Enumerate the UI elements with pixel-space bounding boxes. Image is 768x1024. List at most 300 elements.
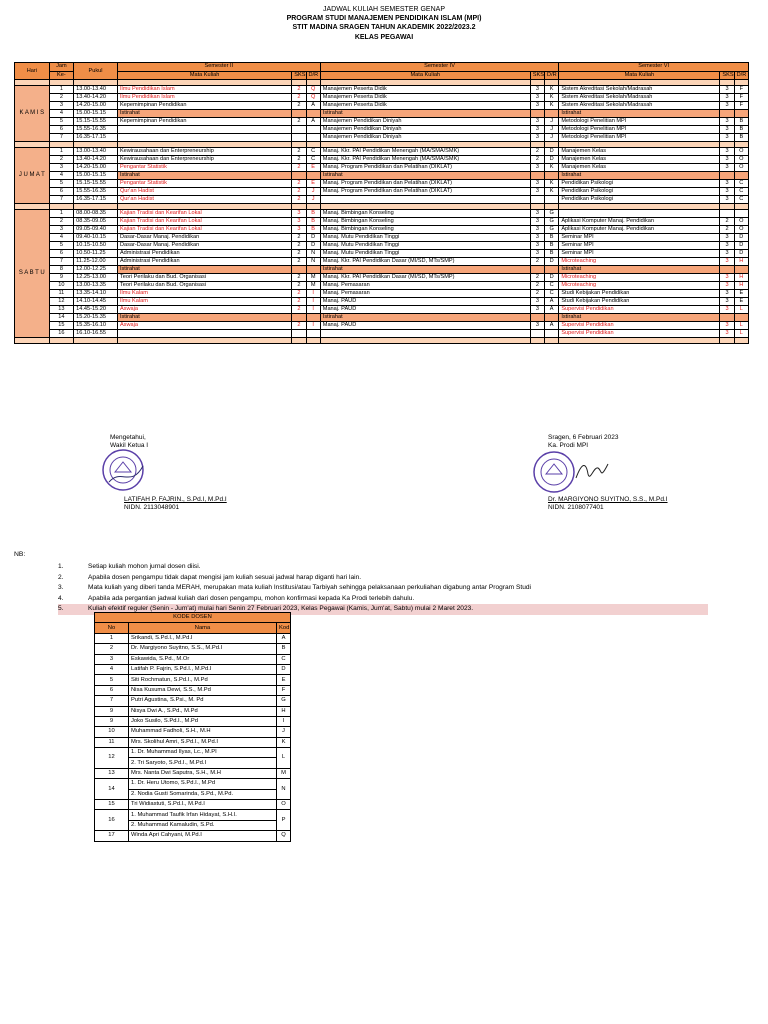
course-name: Aswaja [117, 306, 291, 314]
course-sks: 2 [530, 156, 544, 164]
course-sks: 2 [530, 282, 544, 290]
course-lecturer-code: K [545, 102, 559, 110]
session-time: 15.15-15.55 [74, 118, 118, 126]
schedule-row [15, 110, 749, 118]
session-time: 13.00-13.35 [74, 282, 118, 290]
course-sks: 2 [292, 196, 306, 204]
signature-left-line2: Wakil Ketua I [110, 442, 149, 449]
break-cell [720, 110, 734, 118]
course-name: Manaj. Pemasaran [320, 282, 530, 290]
schedule-row [15, 290, 749, 298]
break-cell [720, 314, 734, 322]
session-number: 5 [49, 118, 73, 126]
course-lecturer-code: D [545, 148, 559, 156]
course-sks: 2 [292, 290, 306, 298]
course-lecturer-code: O [734, 164, 748, 172]
lecturer-name: Joko Susilo, S.Pd.I., M.Pd [129, 716, 277, 726]
session-number: 6 [49, 250, 73, 258]
lecturer-name: Mrs. Skolihul Amri, S.Pd.I., M.Pd.I [129, 737, 277, 747]
session-time: 15.15-15.55 [74, 180, 118, 188]
lecturer-no: 14 [95, 779, 129, 800]
course-sks: 3 [720, 94, 734, 102]
session-number: 10 [49, 282, 73, 290]
break-cell [734, 110, 748, 118]
lecturer-row [95, 831, 291, 841]
course-sks: 2 [292, 86, 306, 94]
course-name: Pendidikan Psikologi [559, 196, 720, 204]
schedule-row [15, 330, 749, 338]
course-lecturer-code [306, 330, 320, 338]
separator-cell [49, 338, 73, 344]
session-time: 16.35-17.15 [74, 196, 118, 204]
course-sks: 3 [720, 164, 734, 172]
break-label: Istirahat [559, 172, 720, 180]
course-name: Administrasi Pendidikan [117, 250, 291, 258]
course-sks: 3 [530, 180, 544, 188]
course-sks: 3 [530, 102, 544, 110]
lecturer-no: 17 [95, 831, 129, 841]
course-lecturer-code: B [545, 242, 559, 250]
schedule-row [15, 218, 749, 226]
course-lecturer-code: L [734, 306, 748, 314]
session-number: 14 [49, 314, 73, 322]
session-time: 13.00-13.40 [74, 148, 118, 156]
course-sks: 2 [292, 250, 306, 258]
course-lecturer-code: D [306, 234, 320, 242]
lecturer-name: 1. Muhammad Taufik Irfan Hidayat, S.H.I. [129, 810, 277, 820]
course-sks: 3 [720, 242, 734, 250]
note-number: 3. [58, 584, 64, 591]
course-name: Manaj. Program Pendidikan dan Pelatihan (DIKLAT) [320, 180, 530, 188]
session-time: 15.20-15.35 [74, 314, 118, 322]
schedule-row [15, 210, 749, 218]
course-sks: 3 [720, 156, 734, 164]
session-time: 15.00-15.15 [74, 110, 118, 118]
course-lecturer-code: O [734, 148, 748, 156]
header-mata-kuliah: Mata Kuliah [320, 71, 530, 80]
course-sks: 3 [530, 226, 544, 234]
course-name: Kepemimpinan Pendidikan [117, 118, 291, 126]
break-cell [545, 172, 559, 180]
course-name: Metodologi Penelitian MPI [559, 126, 720, 134]
note-text: Mata kuliah yang diberi tanda MERAH, merupakan mata kuliah Institusi/atau Tarbiyah sehingga pelaksanaan perkuliahan digabung antar Program Studi [88, 584, 532, 591]
lecturer-code-title: KODE DOSEN [95, 613, 291, 623]
session-number: 12 [49, 298, 73, 306]
lecturer-code: G [277, 696, 291, 706]
course-sks: 2 [292, 164, 306, 172]
course-lecturer-code: E [734, 298, 748, 306]
course-lecturer-code: F [734, 102, 748, 110]
session-number: 1 [49, 86, 73, 94]
document-header [0, 5, 768, 42]
session-time: 09.40-10.15 [74, 234, 118, 242]
course-sks: 3 [720, 148, 734, 156]
course-sks: 3 [530, 126, 544, 134]
session-time: 14.20-15.00 [74, 164, 118, 172]
note-number: 5. [58, 605, 64, 612]
course-name: Manaj. Kkr. PAI Pendidikan Menengah (MA/SMA/SMK) [320, 156, 530, 164]
course-name: Manajemen Kelas [559, 148, 720, 156]
course-sks: 2 [530, 274, 544, 282]
lecturer-row [95, 675, 291, 685]
course-sks: 3 [720, 282, 734, 290]
break-cell [306, 314, 320, 322]
course-sks: 2 [530, 290, 544, 298]
course-sks: 3 [720, 234, 734, 242]
course-sks: 3 [720, 258, 734, 266]
session-number: 7 [49, 258, 73, 266]
course-sks: 3 [720, 134, 734, 142]
course-sks: 2 [292, 234, 306, 242]
lecturer-name: Putri Agustina, S.Psi., M. Pd [129, 696, 277, 706]
lecturer-no: 10 [95, 727, 129, 737]
course-lecturer-code: C [306, 148, 320, 156]
session-number: 4 [49, 110, 73, 118]
course-name: Manaj. Bimbingan Konseling [320, 226, 530, 234]
course-sks: 3 [720, 86, 734, 94]
course-lecturer-code: B [545, 250, 559, 258]
session-time: 10.50-11.25 [74, 250, 118, 258]
schedule-row [15, 118, 749, 126]
header-dr: D/R [734, 71, 748, 80]
session-number: 11 [49, 290, 73, 298]
break-label: Istirahat [117, 266, 291, 274]
course-name: Sistem Akreditasi Sekolah/Madrasah [559, 86, 720, 94]
note-item [58, 583, 708, 594]
signature-right-nidn: NIDN. 2108077401 [548, 504, 604, 511]
course-sks: 3 [720, 180, 734, 188]
course-name: Aswaja [117, 322, 291, 330]
course-lecturer-code: C [734, 188, 748, 196]
course-sks: 3 [530, 210, 544, 218]
lecturer-name: 2. Muhammad Kamaludin, S.Pd. [129, 820, 277, 830]
course-name [117, 126, 291, 134]
course-lecturer-code: D [545, 274, 559, 282]
course-lecturer-code: G [545, 210, 559, 218]
course-name: Pengantar Statistik [117, 164, 291, 172]
course-lecturer-code: B [306, 226, 320, 234]
lecturer-code-header-name: Nama [129, 623, 277, 633]
separator-cell [15, 338, 50, 344]
course-name: Manaj. Program Pendidikan dan Pelatihan (DIKLAT) [320, 164, 530, 172]
session-time: 15.55-16.35 [74, 188, 118, 196]
lecturer-row [95, 810, 291, 820]
lecturer-row [95, 706, 291, 716]
course-name: Microteaching [559, 274, 720, 282]
session-time: 16.10-16.55 [74, 330, 118, 338]
course-name: Pendidikan Psikologi [559, 188, 720, 196]
course-lecturer-code: K [545, 180, 559, 188]
course-name: Manaj. Kkr. PAI Pendidikan Dasar (MI/SD, MTs/SMP) [320, 274, 530, 282]
course-lecturer-code: D [734, 242, 748, 250]
course-sks: 2 [292, 242, 306, 250]
session-time: 14.10-14.45 [74, 298, 118, 306]
course-sks: 2 [292, 118, 306, 126]
course-lecturer-code: O [734, 156, 748, 164]
schedule-row [15, 148, 749, 156]
schedule-body [15, 80, 749, 344]
course-sks: 3 [720, 306, 734, 314]
header-class-type: KELAS PEGAWAI [354, 33, 414, 41]
course-sks: 2 [292, 94, 306, 102]
course-sks: 2 [292, 180, 306, 188]
course-lecturer-code: M [306, 282, 320, 290]
course-lecturer-code: H [734, 258, 748, 266]
session-number: 3 [49, 164, 73, 172]
lecturer-code-header-code: Kod [277, 623, 291, 633]
lecturer-name: 2. Nodia Gusti Somarinda, S.Pd., M.Pd. [129, 789, 277, 799]
day-label: J U M A T [15, 148, 50, 204]
note-item [58, 562, 708, 573]
session-number: 5 [49, 242, 73, 250]
signature-right-title: Ka. Prodi MPI [548, 442, 589, 449]
schedule-row [15, 282, 749, 290]
break-cell [530, 110, 544, 118]
course-sks: 2 [720, 226, 734, 234]
course-name: Manaj. PAUD [320, 306, 530, 314]
course-name: Manajemen Kelas [559, 164, 720, 172]
session-time: 12.25-13.00 [74, 274, 118, 282]
course-name [117, 134, 291, 142]
course-sks: 3 [720, 290, 734, 298]
session-time: 16.35-17.15 [74, 134, 118, 142]
course-lecturer-code: Q [306, 94, 320, 102]
course-lecturer-code: J [306, 188, 320, 196]
break-cell [720, 172, 734, 180]
course-lecturer-code: J [545, 126, 559, 134]
course-lecturer-code: I [306, 322, 320, 330]
course-name: Administrasi Pendidikan [117, 258, 291, 266]
course-name: Manaj. Mutu Pendidikan Tinggi [320, 234, 530, 242]
lecturer-row [95, 779, 291, 789]
lecturer-code: B [277, 644, 291, 654]
session-time: 13.40-14.20 [74, 94, 118, 102]
course-name [320, 196, 530, 204]
course-name: Manaj. Mutu Pendidikan Tinggi [320, 250, 530, 258]
course-lecturer-code: G [545, 218, 559, 226]
course-sks [292, 126, 306, 134]
course-sks: 3 [720, 118, 734, 126]
course-sks [292, 134, 306, 142]
lecturer-name: 2. Tri Saryoto, S.Pd.I., M.Pd.I [129, 758, 277, 768]
course-name: Manaj. PAUD [320, 322, 530, 330]
course-lecturer-code: B [734, 134, 748, 142]
lecturer-no: 1 [95, 633, 129, 643]
institution-stamp-seal [101, 448, 145, 492]
signature-left-nidn: NIDN. 2113048901 [124, 504, 180, 511]
course-lecturer-code: K [545, 86, 559, 94]
break-label: Istirahat [117, 110, 291, 118]
break-cell [734, 266, 748, 274]
session-time: 14.20-15.00 [74, 102, 118, 110]
course-name: Sistem Akreditasi Sekolah/Madrasah [559, 94, 720, 102]
lecturer-name: Muhammad Fadholi, S.H., M.H [129, 727, 277, 737]
course-sks: 2 [292, 298, 306, 306]
schedule-row [15, 180, 749, 188]
break-cell [734, 314, 748, 322]
course-name: Manaj. Pemasaran [320, 290, 530, 298]
schedule-row [15, 188, 749, 196]
course-sks: 3 [720, 322, 734, 330]
course-sks: 2 [292, 282, 306, 290]
session-time: 15.35-16.10 [74, 322, 118, 330]
course-name: Ilmu Pendidikan Islam [117, 86, 291, 94]
header-semester-4: Semester IV [320, 63, 559, 72]
course-name: Manajemen Peserta Didik [320, 86, 530, 94]
lecturer-code: P [277, 810, 291, 831]
lecturer-code: H [277, 706, 291, 716]
break-cell [734, 172, 748, 180]
session-number: 16 [49, 330, 73, 338]
course-lecturer-code: L [734, 330, 748, 338]
break-cell [545, 314, 559, 322]
course-lecturer-code: N [306, 250, 320, 258]
course-lecturer-code: I [306, 298, 320, 306]
break-cell [545, 110, 559, 118]
course-sks: 3 [720, 298, 734, 306]
course-sks [530, 196, 544, 204]
course-name: Pendidikan Psikologi [559, 180, 720, 188]
schedule-row [15, 86, 749, 94]
course-name: Manaj. PAUD [320, 298, 530, 306]
schedule-row [15, 258, 749, 266]
lecturer-no: 4 [95, 664, 129, 674]
schedule-row [15, 322, 749, 330]
course-sks: 3 [530, 86, 544, 94]
signature-right-name: Dr. MARGIYONO SUYITNO, S.S., M.Pd.I [548, 496, 668, 503]
course-lecturer-code: H [734, 274, 748, 282]
course-sks: 3 [530, 118, 544, 126]
course-name: Manaj. Bimbingan Konseling [320, 218, 530, 226]
course-sks: 3 [530, 218, 544, 226]
lecturer-name: Mrs. Nanta Dwi Saputra, S.H., M.H [129, 768, 277, 778]
course-lecturer-code: D [545, 156, 559, 164]
course-lecturer-code: A [306, 102, 320, 110]
break-cell [545, 266, 559, 274]
course-lecturer-code: Q [306, 86, 320, 94]
lecturer-row [95, 727, 291, 737]
session-number: 15 [49, 322, 73, 330]
course-lecturer-code [306, 134, 320, 142]
prodi-stamp-seal [532, 450, 576, 494]
course-lecturer-code: H [734, 282, 748, 290]
course-lecturer-code: C [734, 180, 748, 188]
session-time: 10.15-10.50 [74, 242, 118, 250]
note-text: Apabila ada pergantian jadwal kuliah dari dosen pengampu, mohon konfirmasi kepada Ka Prodi terlebih dahulu. [88, 594, 415, 602]
session-number: 2 [49, 218, 73, 226]
course-sks: 3 [530, 164, 544, 172]
course-lecturer-code: B [545, 234, 559, 242]
session-number: 2 [49, 94, 73, 102]
schedule-table [14, 62, 749, 344]
lecturer-code: N [277, 779, 291, 800]
lecturer-name: Tri Widiastuti, S.Pd.I., M.Pd.I [129, 800, 277, 810]
course-name: Manajemen Peserta Didik [320, 102, 530, 110]
header-semester-6: Semester VI [559, 63, 749, 72]
lecturer-name: Srikandi, S.Pd.I., M.Pd.I [129, 633, 277, 643]
header-academic-year: STIT MADINA SRAGEN TAHUN AKADEMIK 2022/2023.2 [292, 24, 476, 32]
course-lecturer-code: I [306, 306, 320, 314]
lecturer-code: L [277, 748, 291, 769]
course-sks: 3 [720, 196, 734, 204]
lecturer-name: 1. Dr. Muhammad Ilyas, Lc., M.PI [129, 748, 277, 758]
course-name: Studi Kebijakan Pendidikan [559, 298, 720, 306]
course-lecturer-code: A [545, 306, 559, 314]
session-time: 08.00-08.35 [74, 210, 118, 218]
course-name: Microteaching [559, 282, 720, 290]
course-lecturer-code: B [306, 210, 320, 218]
schedule-row [15, 298, 749, 306]
course-sks: 3 [720, 102, 734, 110]
course-name: Ilmu Pendidikan Islam [117, 94, 291, 102]
course-sks: 2 [292, 102, 306, 110]
lecturer-row [95, 748, 291, 758]
header-sks: SKS [530, 71, 544, 80]
course-lecturer-code: M [306, 274, 320, 282]
break-cell [306, 266, 320, 274]
schedule-row [15, 94, 749, 102]
lecturer-row [95, 768, 291, 778]
course-lecturer-code: A [306, 118, 320, 126]
course-name [320, 330, 530, 338]
note-number: 4. [58, 594, 64, 602]
course-name: Manaj. Bimbingan Konseling [320, 210, 530, 218]
course-name [117, 330, 291, 338]
course-name: Supervisi Pendidikan [559, 330, 720, 338]
course-name: Ilmu Kalam [117, 298, 291, 306]
lecturer-name: Winda Apri Cahyani, M.Pd.I [129, 831, 277, 841]
course-name: Kajian Tradisi dan Kearifan Lokal [117, 226, 291, 234]
course-sks: 3 [720, 330, 734, 338]
lecturer-code: Q [277, 831, 291, 841]
separator-cell [292, 338, 306, 344]
schedule-row [15, 126, 749, 134]
break-cell [530, 314, 544, 322]
lecturer-no: 9 [95, 716, 129, 726]
header-line-1: JADWAL KULIAH SEMESTER GENAP [322, 6, 445, 13]
session-number: 5 [49, 180, 73, 188]
course-name: Supervisi Pendidikan [559, 306, 720, 314]
course-lecturer-code: K [545, 164, 559, 172]
course-lecturer-code: E [306, 180, 320, 188]
course-lecturer-code: D [734, 234, 748, 242]
lecturer-no: 11 [95, 737, 129, 747]
lecturer-code: O [277, 800, 291, 810]
course-name [559, 210, 720, 218]
course-lecturer-code: C [734, 196, 748, 204]
break-cell [292, 110, 306, 118]
break-cell [292, 314, 306, 322]
course-name: Microteaching [559, 258, 720, 266]
schedule-row [15, 250, 749, 258]
course-sks: 2 [530, 258, 544, 266]
header-dr: D/R [306, 71, 320, 80]
course-sks: 3 [530, 94, 544, 102]
lecturer-name: Eskawida, S.Pd., M.Or [129, 654, 277, 664]
course-lecturer-code: F [734, 94, 748, 102]
session-time: 08.35-09.05 [74, 218, 118, 226]
course-name: Qur'an Hadist [117, 188, 291, 196]
separator-cell [74, 338, 118, 344]
course-lecturer-code: D [734, 250, 748, 258]
signature-right-block [548, 496, 668, 512]
course-name: Teori Perilaku dan Bud. Organisasi [117, 282, 291, 290]
course-name: Aplikasi Komputer Manaj. Pendidikan [559, 218, 720, 226]
header-sks: SKS [720, 71, 734, 80]
course-name: Manaj. Program Pendidikan dan Pelatihan (DIKLAT) [320, 188, 530, 196]
break-label: Istirahat [559, 110, 720, 118]
session-time: 13.35-14.10 [74, 290, 118, 298]
